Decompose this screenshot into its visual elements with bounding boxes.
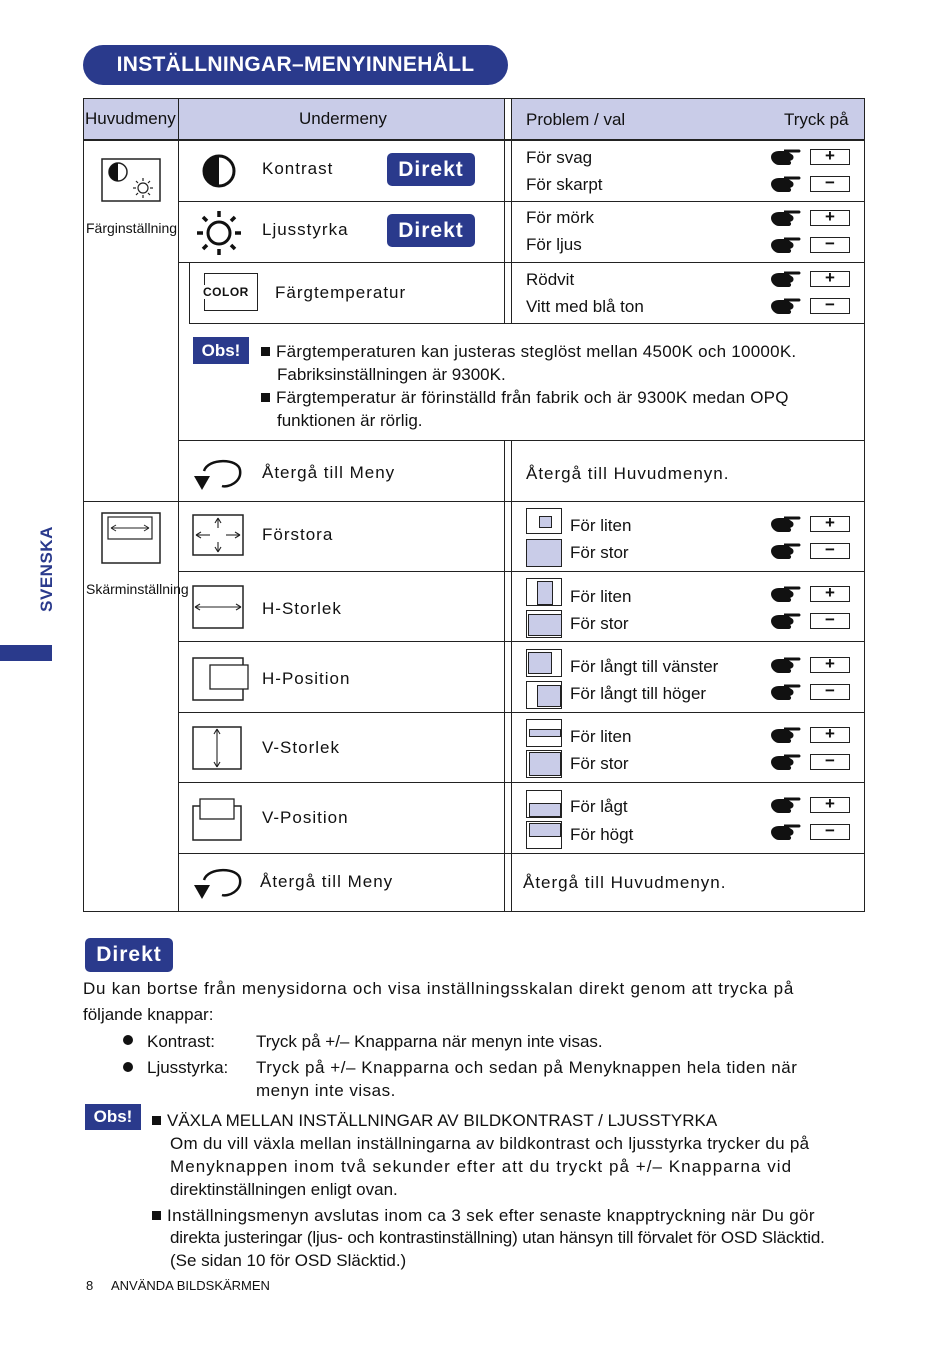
row-line-2 — [178, 262, 865, 263]
col-divider-2c — [504, 441, 505, 912]
bullet-dot-1 — [123, 1035, 133, 1045]
h-size-icon — [192, 585, 244, 629]
vpos-high-thumb — [526, 821, 562, 849]
header-undermeny: Undermeny — [299, 109, 387, 128]
header-problem: Problem / val — [526, 110, 626, 129]
minus-button: − — [810, 754, 850, 770]
obs-badge-table: Obs! — [193, 337, 249, 364]
row-label-kontrast: Kontrast — [262, 159, 334, 178]
pointing-hand-icon — [770, 176, 802, 194]
hpos-right-thumb — [526, 681, 562, 709]
opt-kontrast-2: För skarpt — [526, 175, 603, 194]
screen-settings-icon — [101, 512, 161, 564]
pointing-hand-icon — [770, 684, 802, 702]
plus-button: + — [810, 586, 850, 602]
pointing-hand-icon — [770, 210, 802, 228]
color-icon-text: COLOR — [203, 285, 249, 299]
row-label-hposition: H-Position — [262, 669, 351, 688]
v-position-icon — [192, 798, 244, 842]
brightness-icon — [196, 210, 242, 256]
direkt-intro-2: följande knappar: — [83, 1005, 214, 1024]
obs-line-2: Färgtemperatur är förinställd från fabrik och är 9300K medan OPQ — [276, 388, 789, 407]
plus-button: + — [810, 210, 850, 226]
obs-p1-title-text: VÄXLA MELLAN INSTÄLLNINGAR AV BILDKONTRAST / LJUSSTYRKA — [167, 1111, 718, 1130]
plus-button: + — [810, 271, 850, 287]
obs-line-1: Färgtemperaturen kan justeras steglöst mellan 4500K och 10000K. — [276, 342, 797, 361]
direkt-intro-1: Du kan bortse från menysidorna och visa inställningsskalan direkt genom att trycka på — [83, 979, 795, 998]
obs-p1-title — [152, 1109, 717, 1132]
opt-hsize-1: För liten — [570, 587, 632, 606]
row-line-7 — [178, 712, 865, 713]
opt-ljus-2: För ljus — [526, 235, 582, 254]
minus-button: − — [810, 176, 850, 192]
color-temp-icon — [204, 273, 258, 311]
opt-kontrast-1: För svag — [526, 148, 593, 167]
side-tab — [36, 520, 56, 660]
h-position-icon — [192, 657, 252, 701]
row-line-5 — [178, 571, 865, 572]
row-line-3 — [189, 323, 865, 324]
opt-forstora-2: För stor — [570, 543, 629, 562]
pointing-hand-icon — [770, 797, 802, 815]
vsize-large-thumb — [526, 750, 562, 778]
obs-p2-l3: (Se sidan 10 för OSD Släcktid.) — [170, 1251, 407, 1270]
vsize-small-thumb — [526, 719, 562, 747]
pointing-hand-icon — [770, 543, 802, 561]
obs-p1-l3: direktinställningen enligt ovan. — [170, 1180, 398, 1199]
direkt-badge-section: Direkt — [85, 938, 173, 972]
header-tryck: Tryck på — [784, 110, 849, 129]
side-tab-bar — [0, 645, 52, 661]
return-desc-1: Återgå till Huvudmenyn. — [526, 464, 730, 483]
direkt-item1-text: Tryck på +/– Knapparna när menyn inte visas. — [256, 1032, 603, 1051]
col-divider-2b — [511, 99, 512, 324]
direkt-item2-label: Ljusstyrka: — [147, 1058, 229, 1077]
plus-button: + — [810, 657, 850, 673]
row-line-4 — [178, 440, 865, 441]
row-label-hstorlek: H-Storlek — [262, 599, 342, 618]
pointing-hand-icon — [770, 237, 802, 255]
obs-p2-l1 — [152, 1204, 815, 1227]
hsize-large-thumb — [526, 610, 562, 638]
hsize-small-thumb — [526, 578, 562, 606]
pointing-hand-icon — [770, 727, 802, 745]
plus-button: + — [810, 516, 850, 532]
row-label-vstorlek: V-Storlek — [262, 738, 340, 757]
return-icon — [192, 456, 246, 492]
contrast-icon — [202, 154, 236, 188]
minus-button: − — [810, 684, 850, 700]
pointing-hand-icon — [770, 516, 802, 534]
row-label-return-2: Återgå till Meny — [260, 872, 394, 891]
obs-line-2b: funktionen är rörlig. — [277, 411, 423, 430]
pointing-hand-icon — [770, 271, 802, 289]
page-title: INSTÄLLNINGAR–MENYINNEHÅLL — [83, 45, 508, 85]
pointing-hand-icon — [770, 657, 802, 675]
pointing-hand-icon — [770, 298, 802, 316]
direkt-item1-label: Kontrast: — [147, 1032, 216, 1051]
col-divider-1 — [178, 99, 179, 912]
zoom-icon — [192, 514, 244, 556]
opt-vsize-2: För stor — [570, 754, 629, 773]
plus-button: + — [810, 797, 850, 813]
obs-p2-l1-text: Inställningsmenyn avslutas inom ca 3 sek efter senaste knapptryckning när Du gör — [167, 1206, 815, 1225]
hpos-left-thumb — [526, 649, 562, 677]
direkt-badge-ljusstyrka: Direkt — [387, 214, 475, 247]
row-label-fargtemperatur: Färgtemperatur — [275, 283, 407, 302]
opt-hsize-2: För stor — [570, 614, 629, 633]
row-line-1 — [178, 201, 865, 202]
opt-forstora-1: För liten — [570, 516, 632, 535]
obs-badge-section: Obs! — [85, 1104, 141, 1130]
direkt-item2-text: Tryck på +/– Knapparna och sedan på Menyknappen hela tiden när — [256, 1058, 798, 1077]
return-desc-2: Återgå till Huvudmenyn. — [523, 873, 727, 892]
color-settings-icon — [101, 158, 161, 204]
vpos-low-thumb — [526, 790, 562, 818]
row-line-group — [84, 501, 865, 502]
opt-vpos-2: För högt — [570, 825, 634, 844]
opt-hpos-2: För långt till höger — [570, 684, 707, 703]
row-label-vposition: V-Position — [262, 808, 349, 827]
plus-button: + — [810, 149, 850, 165]
col-divider-sub — [189, 262, 190, 324]
opt-vsize-1: För liten — [570, 727, 632, 746]
row-line-6 — [178, 641, 865, 642]
minus-button: − — [810, 824, 850, 840]
col-divider-2d — [511, 441, 512, 912]
opt-ljus-1: För mörk — [526, 208, 594, 227]
obs-table-note — [261, 340, 851, 432]
pointing-hand-icon — [770, 613, 802, 631]
opt-hpos-1: För långt till vänster — [570, 657, 719, 676]
zoom-large-thumb — [526, 539, 562, 567]
footer-page-number: 8 — [86, 1278, 94, 1293]
bullet-dot-2 — [123, 1062, 133, 1072]
row-label-forstora: Förstora — [262, 525, 334, 544]
minus-button: − — [810, 543, 850, 559]
direkt-item2-text2: menyn inte visas. — [256, 1081, 396, 1100]
pointing-hand-icon — [770, 586, 802, 604]
group-label-color: Färginställning — [86, 220, 178, 236]
opt-farg-2: Vitt med blå ton — [526, 297, 644, 316]
pointing-hand-icon — [770, 149, 802, 167]
footer-section: ANVÄNDA BILDSKÄRMEN — [111, 1278, 270, 1293]
row-line-8 — [178, 782, 865, 783]
row-label-ljusstyrka: Ljusstyrka — [262, 220, 349, 239]
zoom-small-thumb — [526, 508, 562, 534]
header-huvudmeny: Huvudmeny — [85, 109, 176, 128]
minus-button: − — [810, 298, 850, 314]
pointing-hand-icon — [770, 754, 802, 772]
direkt-badge-kontrast: Direkt — [387, 153, 475, 186]
group-label-screen: Skärminställning — [86, 581, 189, 597]
return-icon-2 — [192, 865, 246, 901]
obs-line-1b: Fabriksinställningen är 9300K. — [277, 365, 506, 384]
minus-button: − — [810, 613, 850, 629]
obs-p1-l2: Menyknappen inom två sekunder efter att du tryckt på +/– Knapparna vid — [170, 1157, 793, 1176]
col-divider-2a — [504, 99, 505, 324]
plus-button: + — [810, 727, 850, 743]
minus-button: − — [810, 237, 850, 253]
row-label-return-1: Återgå till Meny — [262, 463, 396, 482]
obs-p1-l1: Om du vill växla mellan inställningarna av bildkontrast och ljusstyrka trycker du på — [170, 1134, 810, 1153]
v-size-icon — [192, 726, 244, 770]
obs-p2-l2: direkta justeringar (ljus- och kontrastinställning) utan hänsyn till förvalet för OSD Släcktid. — [170, 1228, 825, 1247]
opt-vpos-1: För lågt — [570, 797, 628, 816]
row-line-header — [84, 139, 865, 141]
pointing-hand-icon — [770, 824, 802, 842]
side-tab-label: SVENSKA — [37, 526, 56, 612]
opt-farg-1: Rödvit — [526, 270, 575, 289]
row-line-9 — [178, 853, 865, 854]
